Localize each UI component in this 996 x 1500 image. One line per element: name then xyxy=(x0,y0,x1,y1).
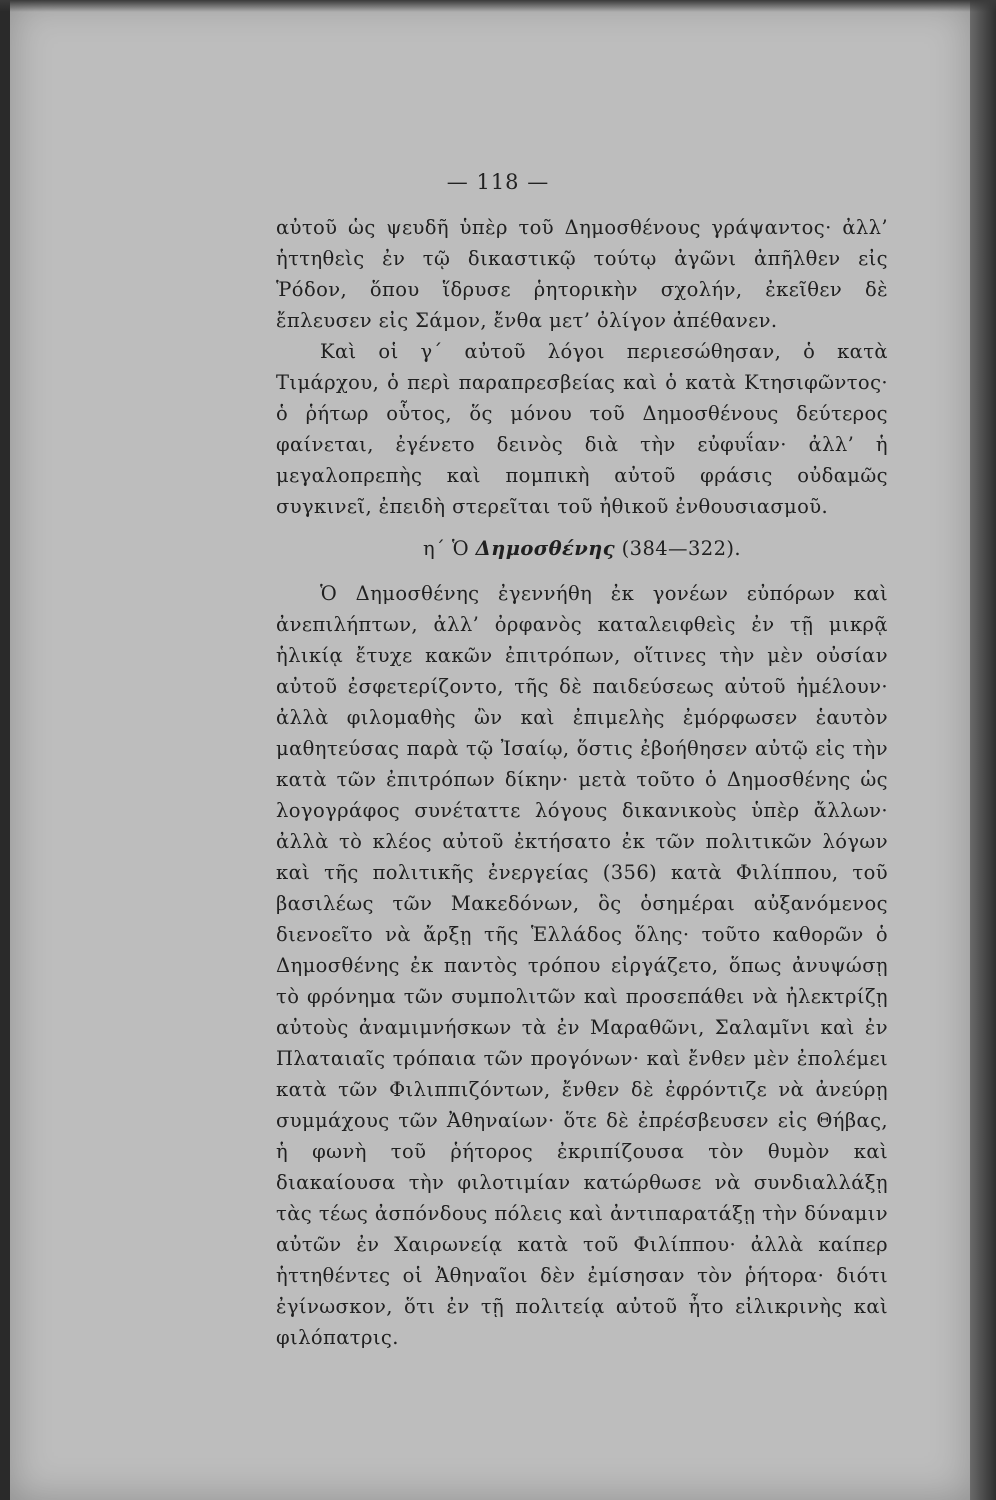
paragraph-aeschines-end: αὐτοῦ ὡς ψευδῆ ὑπὲρ τοῦ Δημοσθένους γράψαντος· ἀλλ’ ἡττηθεὶς ἐν τῷ δικαστικῷ τούτῳ ἀγῶνι ἀπῆλθεν εἰς Ῥόδον, ὅπου ἵδρυσε ῥητορικὴν σχολήν, ἐκεῖθεν δὲ ἔπλευσεν εἰς Σάμον, ἔνθα μετ’ ὀλίγον ἀπέθανεν. xyxy=(276,216,888,332)
paragraph-demosthenes: Ὁ Δημοσθένης ἐγεννήθη ἐκ γονέων εὐπόρων καὶ ἀνεπιλήπτων, ἀλλ’ ὀρφανὸς καταλειφθεὶς ἐν τῇ μικρᾷ ἡλικίᾳ ἔτυχε κακῶν ἐπιτρόπων, οἵτινες τὴν μὲν οὐσίαν αὐτοῦ ἐσφετερίζοντο, τῆς δὲ παιδεύσεως αὐτοῦ ἠμέλουν· ἀλλὰ φιλομαθὴς ὢν καὶ ἐπιμελὴς ἐμόρφωσεν ἑαυτὸν μαθητεύσας παρὰ τῷ Ἰσαίῳ, ὅστις ἐβοήθησεν αὐτῷ εἰς τὴν κατὰ τῶν ἐπιτρόπων δίκην· μετὰ τοῦτο ὁ Δημοσθένης ὡς λογογράφος συνέταττε λόγους δικανικοὺς ὑπὲρ ἄλλων· ἀλλὰ τὸ κλέος αὐτοῦ ἐκτήσατο ἐκ τῶν πολιτικῶν λόγων καὶ τῆς πολιτικῆς ἐνεργείας (356) κατὰ Φιλίππου, τοῦ βασιλέως τῶν Μακεδόνων, ὃς ὁσημέραι αὐξανόμενος διενοεῖτο νὰ ἄρξῃ τῆς Ἑλλάδος ὅλης· τοῦτο καθορῶν ὁ Δημοσθένης ἐκ παντὸς τρόπου εἰργάζετο, ὅπως ἀνυψώσῃ τὸ φρόνημα τῶν συμπολιτῶν καὶ προσεπάθει νὰ ἠλεκτρίζῃ αὐτοὺς ἀναμιμνήσκων τὰ ἐν Μαραθῶνι, Σαλαμῖνι καὶ ἐν Πλαταιαῖς τρόπαια τῶν προγόνων· καὶ ἔνθεν μὲν ἐπολέμει κατὰ τῶν Φιλιππιζόντων, ἔνθεν δὲ ἐφρόντιζε νὰ ἀνεύρῃ συμμάχους τῶν Ἀθηναίων· ὅτε δὲ ἐπρέσβευσεν εἰς Θήβας, ἡ φωνὴ τοῦ ῥήτορος ἐκριπίζουσα τὸν θυμὸν καὶ διακαίουσα τὴν φιλοτιμίαν κατώρθωσε νὰ συνδιαλλάξῃ τὰς τέως ἀσπόνδους πόλεις καὶ ἀντιπαρατάξῃ τὴν δύναμιν αὐτῶν ἐν Χαιρωνείᾳ κατὰ τοῦ Φιλίππου· ἀλλὰ καίπερ ἡττηθέντες οἱ Ἀθηναῖοι δὲν ἐμίσησαν τὸν ῥήτορα· διότι ἐγίνωσκον, ὅτι ἐν τῇ πολιτείᾳ αὐτοῦ ἦτο εἰλικρινὴς καὶ φιλόπατρις. xyxy=(276,582,888,1349)
paragraph-aeschines-speeches: Καὶ οἱ γ΄ αὐτοῦ λόγοι περιεσώθησαν, ὁ κατὰ Τιμάρχου, ὁ περὶ παραπρεσβείας καὶ ὁ κατὰ Κτησιφῶντος· ὁ ῥήτωρ οὗτος, ὅς μόνου τοῦ Δημοσθένους δεύτερος φαίνεται, ἐγένετο δεινὸς διὰ τὴν εὐφυΐαν· ἀλλ’ ἡ μεγαλοπρεπὴς καὶ πομπικὴ αὐτοῦ φράσις οὐδαμῶς συγκινεῖ, ἐπειδὴ στερεῖται τοῦ ἠθικοῦ ἐνθουσιασμοῦ. xyxy=(276,340,888,518)
section-heading xyxy=(276,537,888,560)
page-number: — 118 — xyxy=(446,170,550,194)
heading-prefix: η΄ Ὁ xyxy=(423,537,469,560)
page-top-edge xyxy=(0,0,996,12)
heading-name: Δημοσθένης xyxy=(475,537,616,560)
book-spine xyxy=(970,0,996,1500)
heading-dates: (384—322). xyxy=(621,537,741,560)
